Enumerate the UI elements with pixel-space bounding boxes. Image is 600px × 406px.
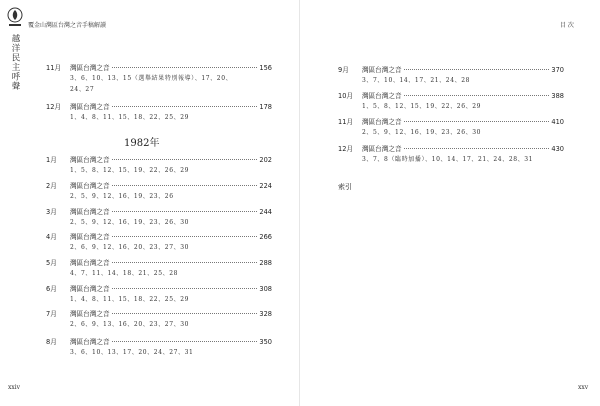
dot-leader	[404, 147, 550, 149]
toc-page-number: 266	[259, 233, 272, 241]
toc-month: 2月	[46, 182, 57, 190]
toc-dates: 2、6、9、13、16、20、23、27、30	[70, 321, 190, 328]
toc-title: 灣區台灣之音	[70, 64, 110, 72]
toc-title: 灣區台灣之音	[70, 103, 110, 111]
toc-dates: 4、7、11、14、18、21、25、28	[70, 270, 179, 277]
toc-month: 12月	[338, 145, 353, 153]
toc-month: 4月	[46, 233, 57, 241]
toc-title: 灣區台灣之音	[70, 233, 110, 241]
toc-title: 灣區台灣之音	[70, 156, 110, 164]
toc-title: 灣區台灣之音	[70, 338, 110, 346]
toc-title: 灣區台灣之音	[362, 145, 402, 153]
toc-page-number: 202	[259, 156, 272, 164]
dot-leader	[112, 66, 258, 68]
toc-month: 5月	[46, 259, 57, 267]
toc-dates: 2、5、9、12、16、19、23、26	[70, 193, 174, 200]
dot-leader	[112, 261, 258, 263]
toc-title: 灣區台灣之音	[70, 208, 110, 216]
toc-entry[interactable]	[46, 231, 272, 253]
toc-month: 8月	[46, 338, 57, 346]
series-logo-icon	[6, 6, 24, 30]
toc-page-number: 178	[259, 103, 272, 111]
dot-leader	[112, 184, 258, 186]
toc-page-number: 308	[259, 285, 272, 293]
page-number-right: xxv	[578, 384, 589, 391]
year-heading: 1982年	[124, 138, 160, 149]
toc-entry[interactable]	[46, 154, 272, 176]
toc-entry[interactable]	[46, 62, 272, 95]
toc-title: 灣區台灣之音	[362, 92, 402, 100]
toc-dates: 3、6、10、13、17、20、24、27、31	[70, 349, 194, 356]
toc-month: 11月	[46, 64, 61, 72]
dot-leader	[404, 94, 550, 96]
section-label: 目 次	[560, 22, 574, 29]
toc-month: 7月	[46, 310, 57, 318]
dot-leader	[112, 312, 258, 314]
toc-month: 6月	[46, 285, 57, 293]
toc-month: 1月	[46, 156, 57, 164]
toc-month: 12月	[46, 103, 61, 111]
toc-dates: 3、6、10、13、15（選舉結果特別報導）、17、20、	[70, 75, 233, 82]
toc-entry[interactable]	[46, 308, 272, 330]
toc-title: 灣區台灣之音	[70, 310, 110, 318]
toc-month: 11月	[338, 118, 353, 126]
dot-leader	[404, 120, 550, 122]
toc-dates: 24、27	[70, 86, 95, 93]
toc-title: 灣區台灣之音	[362, 118, 402, 126]
dot-leader	[404, 68, 550, 70]
dot-leader	[112, 340, 258, 342]
toc-page-number: 430	[551, 145, 564, 153]
toc-page-number: 244	[259, 208, 272, 216]
toc-title: 灣區台灣之音	[70, 285, 110, 293]
dot-leader	[112, 158, 258, 160]
toc-entry[interactable]	[46, 206, 272, 228]
toc-dates: 1、4、8、11、15、18、22、25、29	[70, 114, 190, 121]
toc-entry[interactable]	[46, 180, 272, 202]
toc-entry[interactable]	[46, 336, 272, 358]
toc-page-number: 388	[551, 92, 564, 100]
toc-entry[interactable]	[338, 64, 564, 86]
toc-page-number: 288	[259, 259, 272, 267]
dot-leader	[112, 105, 258, 107]
toc-entry[interactable]	[46, 257, 272, 279]
toc-dates: 1、4、8、11、15、18、22、25、29	[70, 296, 190, 303]
toc-page-number: 224	[259, 182, 272, 190]
toc-dates: 2、5、9、12、16、19、23、26、30	[70, 219, 190, 226]
toc-title: 灣區台灣之音	[362, 66, 402, 74]
book-title: 覆金山灣區台灣之音手稿解讀	[28, 22, 107, 29]
toc-page-number: 370	[551, 66, 564, 74]
toc-month: 9月	[338, 66, 349, 74]
dot-leader	[112, 210, 258, 212]
toc-page-number: 350	[259, 338, 272, 346]
toc-dates: 1、5、8、12、15、19、22、26、29	[70, 167, 190, 174]
toc-dates: 2、5、9、12、16、19、23、26、30	[362, 129, 482, 136]
toc-month: 3月	[46, 208, 57, 216]
toc-entry[interactable]	[46, 283, 272, 305]
toc-month: 10月	[338, 92, 353, 100]
toc-dates: 3、7、10、14、17、21、24、28	[362, 77, 471, 84]
toc-entry[interactable]	[46, 101, 272, 123]
dot-leader	[112, 287, 258, 289]
index-heading[interactable]: 索引	[338, 183, 352, 191]
toc-dates: 1、5、8、12、15、19、22、26、29	[362, 103, 482, 110]
toc-page-number: 410	[551, 118, 564, 126]
toc-page-number: 328	[259, 310, 272, 318]
toc-page-number: 156	[259, 64, 272, 72]
toc-title: 灣區台灣之音	[70, 182, 110, 190]
page-gutter	[299, 0, 300, 406]
toc-entry[interactable]	[338, 90, 564, 112]
vertical-series-title: 越洋民主呼聲	[10, 34, 20, 91]
toc-dates: 3、7、8（臨時加播）、10、14、17、21、24、28、31	[362, 156, 534, 163]
toc-dates: 2、6、9、12、16、20、23、27、30	[70, 244, 190, 251]
toc-entry[interactable]	[338, 116, 564, 138]
toc-title: 灣區台灣之音	[70, 259, 110, 267]
dot-leader	[112, 235, 258, 237]
toc-entry[interactable]	[338, 143, 564, 165]
page-number-left: xxiv	[8, 384, 21, 391]
